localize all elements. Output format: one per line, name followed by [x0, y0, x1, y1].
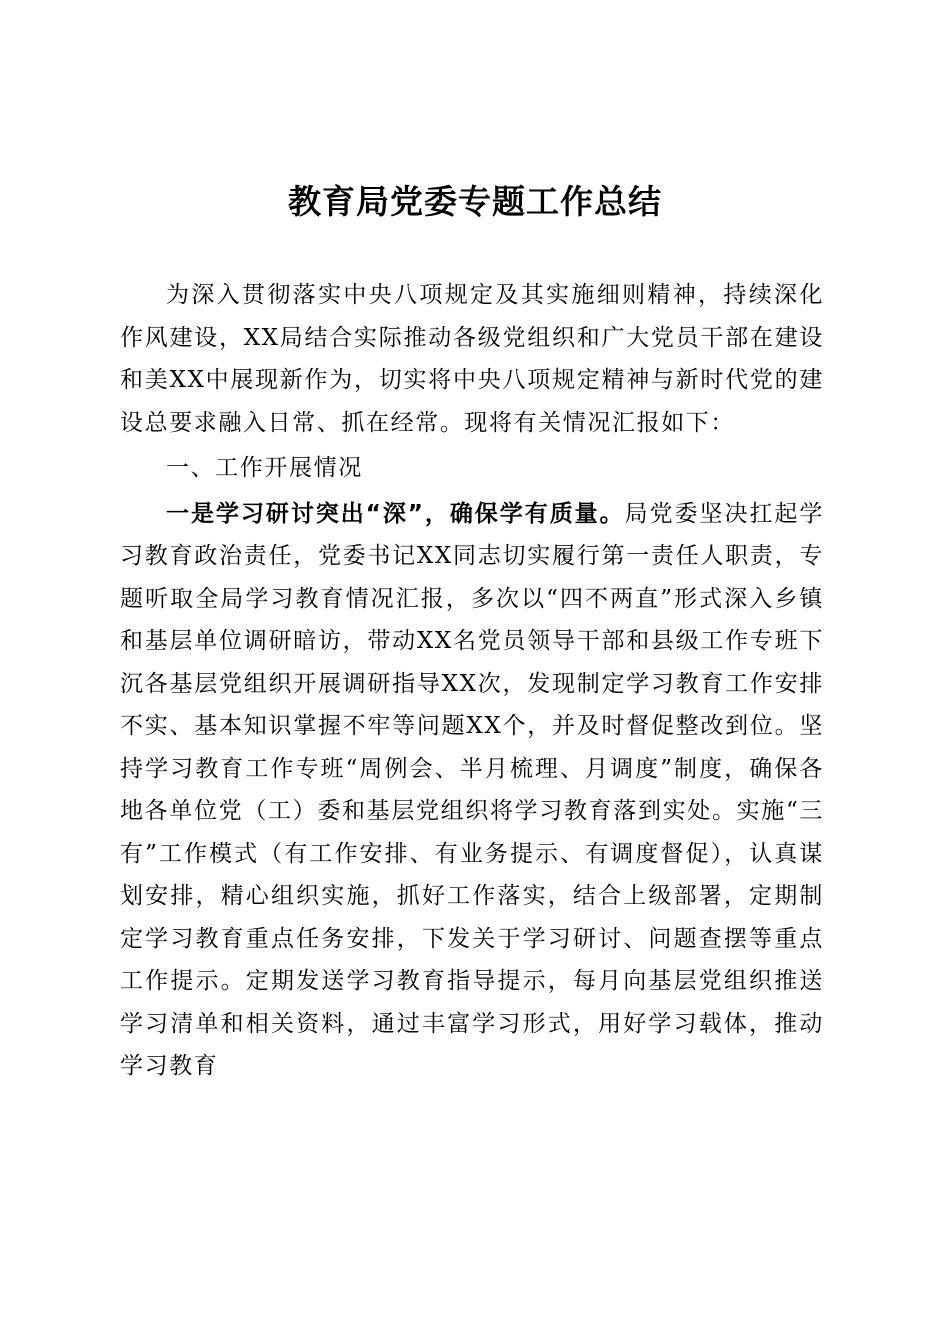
- paragraph-1: [120, 493, 824, 1088]
- document-body: [120, 274, 824, 1088]
- paragraph-1-body: 局党委坚决扛起学习教育政治责任，党委书记XX同志切实履行第一责任人职责，专题听取全局学习教育情况汇报，多次以“四不两直”形式深入乡镇和基层单位调研暗访，带动XX名党员领导干部和县级工作专班下沉各基层党组织开展调研指导XX次，发现制定学习教育工作安排不实、基本知识掌握不牢等问题XX个，并及时督促整改到位。坚持学习教育工作专班“周例会、半月梳理、月调度”制度，确保各地各单位党（工）委和基层党组织将学习教育落到实处。实施“三有”工作模式（有工作安排、有业务提示、有调度督促），认真谋划安排，精心组织实施，抓好工作落实，结合上级部署，定期制定学习教育重点任务安排，下发关于学习研讨、问题查摆等重点工作提示。定期发送学习教育指导提示，每月向基层党组织推送学习清单和相关资料，通过丰富学习形式，用好学习载体，推动学习教育: [120, 500, 824, 1079]
- document-title: 教育局党委专题工作总结: [288, 182, 662, 221]
- intro-paragraph: 为深入贯彻落实中央八项规定及其实施细则精神，持续深化作风建设，XX局结合实际推动各级党组织和广大党员干部在建设和美XX中展现新作为，切实将中央八项规定精神与新时代党的建设总要求融入日常、抓在经常。现将有关情况汇报如下：: [120, 282, 824, 436]
- paragraph-1-lead: 一是学习研讨突出“深”，确保学有质量。: [166, 500, 625, 527]
- section-heading: 一、工作开展情况: [166, 455, 363, 481]
